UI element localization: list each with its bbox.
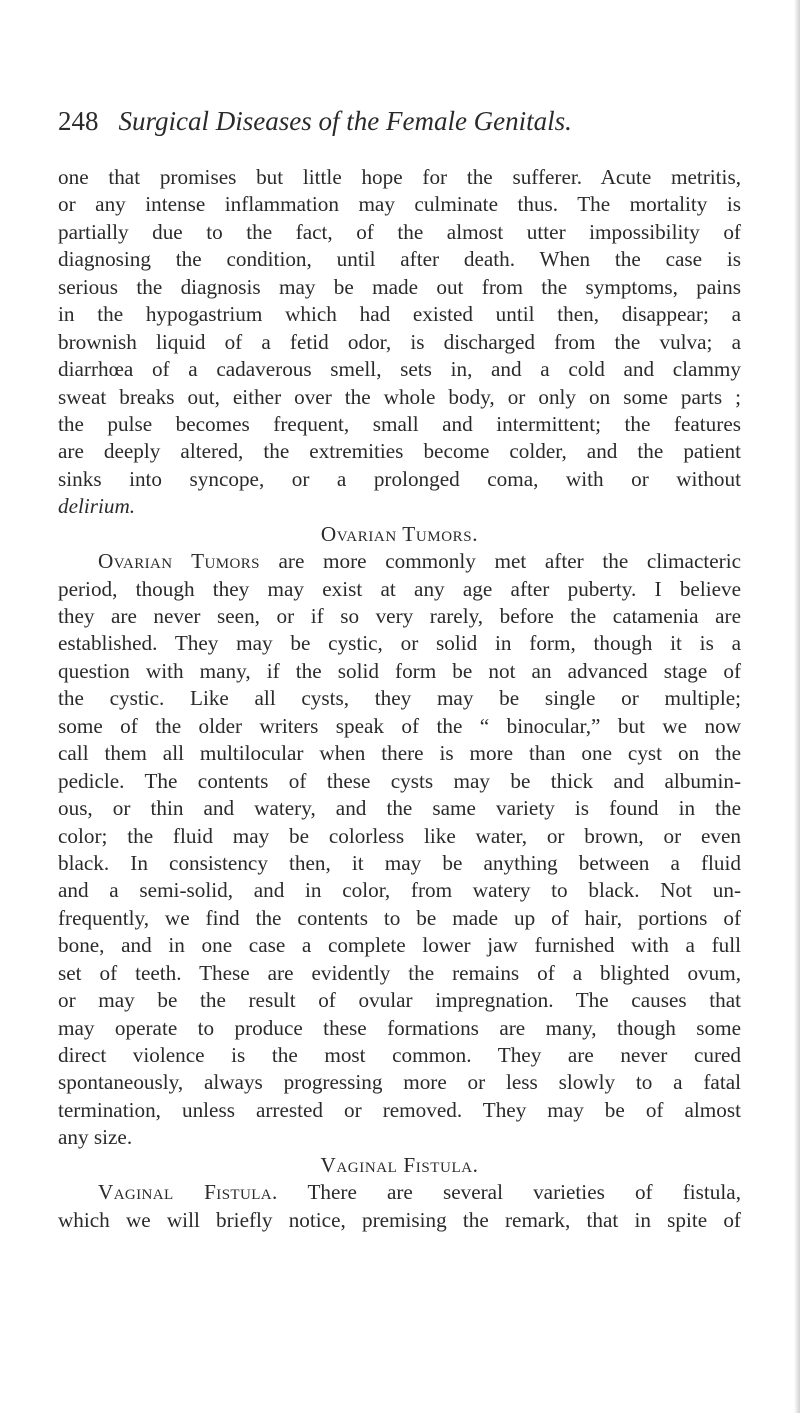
text-line-italic: delirium. xyxy=(58,494,136,519)
text-line: black. In consistency then, it may be anything between a fluid xyxy=(58,850,741,875)
text-line: or any intense inflammation may culminate thus. The mortality is xyxy=(58,192,741,217)
section-heading-text: Ovarian Tumors. xyxy=(320,521,479,546)
text-line: brownish liquid of a fetid odor, is discharged from the vulva; a xyxy=(58,329,741,354)
text-line: are deeply altered, the extremities become colder, and the patient xyxy=(58,439,741,464)
text-line: frequently, we find the contents to be made up of hair, portions of xyxy=(58,905,741,930)
text-line: pedicle. The contents of these cysts may be thick and albumin- xyxy=(58,768,741,793)
text-line: bone, and in one case a complete lower jaw furnished with a full xyxy=(58,933,741,958)
text-line: the pulse becomes frequent, small and intermittent; the features xyxy=(58,411,741,436)
text-line: serious the diagnosis may be made out from the symptoms, pains xyxy=(58,274,741,299)
text-line: direct violence is the most common. They are never cured xyxy=(58,1043,741,1067)
text-line: termination, unless arrested or removed. They may be of almost xyxy=(58,1097,741,1122)
text-line: period, though they may exist at any age after puberty. I believe xyxy=(58,576,741,601)
running-title: Surgical Diseases of the Female Genitals. xyxy=(118,106,572,136)
text-line: they are never seen, or if so very rarely, before the catamenia are xyxy=(58,604,741,628)
text-line: ous, or thin and watery, and the same variety is found in the xyxy=(58,796,741,821)
text-line: spontaneously, always progressing more or less slowly to a fatal xyxy=(58,1070,741,1095)
lead-rest: are more commonly met after the climacteric xyxy=(259,549,741,574)
section-heading-ovarian-tumors xyxy=(58,521,741,548)
text-line xyxy=(58,1179,741,1206)
text-line: question with many, if the solid form be not an advanced stage of xyxy=(58,658,741,683)
text-line: partially due to the fact, of the almost utter impossibility of xyxy=(58,219,741,244)
text-line: sinks into syncope, or a prolonged coma, with or without xyxy=(58,466,741,491)
lead-small-caps: Ovarian Tumors xyxy=(98,549,260,574)
section-heading-text: Vaginal Fistula. xyxy=(320,1152,479,1177)
text-line: diarrhœa of a cadaverous smell, sets in, and a cold and clammy xyxy=(58,357,741,382)
text-line: sweat breaks out, either over the whole body, or only on some parts ; xyxy=(58,384,741,409)
text-line: in the hypogastrium which had existed until then, disappear; a xyxy=(58,302,741,327)
text-line: may operate to produce these formations are many, though some xyxy=(58,1015,741,1040)
text-line: color; the fluid may be colorless like water, or brown, or even xyxy=(58,823,741,848)
page-edge-shadow xyxy=(794,0,800,1413)
lead-rest: There are several varieties of fistula, xyxy=(277,1180,741,1205)
text-line: diagnosing the condition, until after death. When the case is xyxy=(58,247,741,272)
text-line: or may be the result of ovular impregnation. The causes that xyxy=(58,988,741,1013)
page-number: 248 xyxy=(58,106,99,136)
text-line: any size. xyxy=(58,1125,133,1150)
text-line: one that promises but little hope for the sufferer. Acute metritis, xyxy=(58,165,741,189)
text-line: the cystic. Like all cysts, they may be single or multiple; xyxy=(58,686,741,711)
text-line: some of the older writers speak of the “ binocular,” but we now xyxy=(58,713,741,738)
text-line: which we will briefly notice, premising the remark, that in spite of xyxy=(58,1207,741,1232)
text-line xyxy=(58,548,741,575)
text-line: set of teeth. These are evidently the remains of a blighted ovum, xyxy=(58,960,741,985)
body-text xyxy=(58,164,741,1234)
lead-small-caps: Vaginal Fistula. xyxy=(98,1180,278,1205)
text-line: and a semi-solid, and in color, from watery to black. Not un- xyxy=(58,878,741,903)
text-line: call them all multilocular when there is more than one cyst on the xyxy=(58,741,741,766)
section-heading-vaginal-fistula xyxy=(58,1152,741,1179)
page-header xyxy=(58,106,748,146)
text-line: established. They may be cystic, or solid in form, though it is a xyxy=(58,631,741,656)
